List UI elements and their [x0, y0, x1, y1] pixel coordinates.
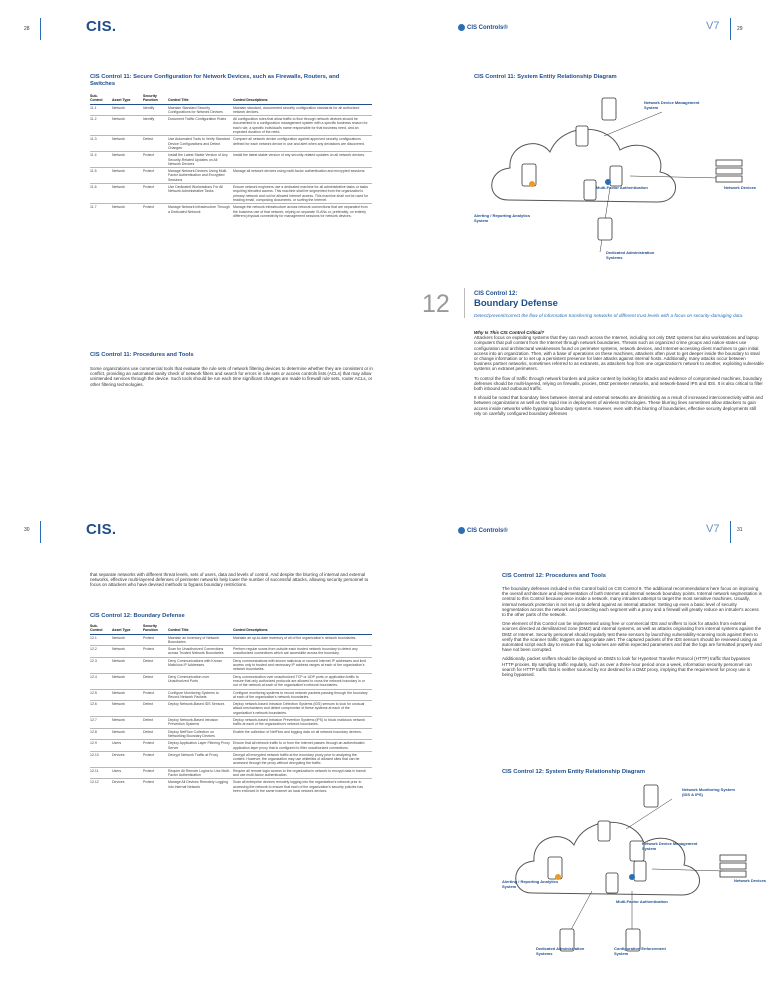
cis-controls-brand: CIS Controls ® [458, 24, 508, 31]
cell-sub-control: 11.5 [90, 168, 112, 184]
cell-security-function: Identify [143, 104, 168, 116]
cell-asset-type: Network [112, 689, 143, 701]
page-divider [730, 521, 731, 543]
paragraph: To control the flow of traffic through network borders and police content by looking for attacks and evidence of compromised machines, boundary defenses should be multi-layered, relying on firewalls, proxies, DMZ perimeter networks, and network-based IPS and IDS. It is also critical to filter both inbound and outbound traffic. [474, 375, 763, 392]
cell-sub-control: 12.9 [90, 740, 112, 752]
col-sub: Sub-Control [90, 94, 112, 104]
cell-asset-type: Network [112, 673, 143, 689]
cell-control-title: Scan for Unauthorized Connections across Trusted Network Boundaries [168, 646, 233, 658]
cell-sub-control: 12.10 [90, 751, 112, 767]
control-11-table [90, 94, 372, 219]
label-network-monitoring: Network Monitoring System (IDS & IPS) [682, 787, 735, 797]
cell-sub-control: 11.1 [90, 104, 112, 116]
cell-control-title: Deploy NetFlow Collection on Networking Boundary Devices [168, 728, 233, 740]
cell-control-description: Perform regular scans from outside each trusted network boundary to detect any unauthorized connections which are accessible across the boundary. [233, 646, 372, 658]
cell-control-title: Document Traffic Configuration Rules [168, 116, 233, 136]
col-desc: Control Descriptions [233, 624, 372, 634]
cell-asset-type: Devices [112, 779, 143, 794]
table-row [90, 657, 372, 673]
cell-control-description: Maintain standard, documented security configuration standards for all authorized network devices. [233, 104, 372, 116]
cell-control-description: All configuration rules that allow traffic to flow through network devices should be documented in a configuration management system with a specific business reason for each rule, a specific individual's name responsible for that business need, and an expected duration of the need. [233, 116, 372, 136]
cell-control-title: Maintain an Inventory of Network Boundaries [168, 634, 233, 646]
label-network-devices: Network Devices [734, 878, 767, 883]
procedures-text: Some organizations use commercial tools that evaluate the rule sets of network filtering devices to determine whether they are consistent or in conflict, providing an automated sanity check of network filters and search for errors in rule sets or access controls lists (ACLs) that may allow unintended services through the device. Such tools should be run each time significant changes are made to firewall rule sets, router ACLs, or other filtering technologies. [90, 366, 373, 387]
label-alerting: Alerting / Reporting Analytics System [474, 213, 531, 223]
page-divider [40, 18, 41, 40]
cell-control-title: Maintain Standard Security Configurations for Network Devices [168, 104, 233, 116]
cell-control-title: Deploy Application Layer Filtering Proxy Server [168, 740, 233, 752]
continued-text: that separate networks with different threat levels, sets of users, data and levels of control. And despite the blurring of internal and external networks, effective multi-layered defenses of perimeter networks help lower the number of successful attacks, allowing security personnel to focus on attackers who have devised methods to bypass boundary restrictions. [90, 572, 369, 588]
cell-control-title: Install the Latest Stable Version of Any Security-Related Updates on All Network Devices [168, 152, 233, 168]
cis-controls-brand: CIS Controls ® [458, 527, 508, 534]
page-number: 30 [24, 527, 30, 533]
chapter-title: Boundary Defense [474, 298, 558, 309]
cell-security-function: Protect [143, 184, 168, 204]
cell-control-title: Deploy Network-Based Intrusion Prevention Systems [168, 717, 233, 729]
cell-control-title: Configure Monitoring Systems to Record Network Packets [168, 689, 233, 701]
chapter-number: 12 [422, 290, 450, 318]
cis-controls-icon [458, 527, 465, 534]
cis-logo: CIS. [86, 18, 117, 35]
table-row [90, 168, 372, 184]
cell-asset-type: Network [112, 646, 143, 658]
cell-security-function: Protect [143, 168, 168, 184]
page-number: 28 [24, 26, 30, 32]
entity-relationship-diagram [480, 88, 760, 268]
cell-control-title: Deny Communications with Known Malicious IP Addresses [168, 657, 233, 673]
cell-control-title: Manage Network Infrastructure Through a Dedicated Network [168, 204, 233, 219]
cell-control-description: Deny communications with known malicious or unused Internet IP addresses and limit access only to trusted and necessary IP address ranges at each of the organization's network boundaries. [233, 657, 372, 673]
label-network-devices: Network Devices [724, 185, 757, 190]
col-desc: Control Descriptions [233, 94, 372, 104]
cell-asset-type: Network [112, 116, 143, 136]
label-mfa: Multi-Factor Authentication [596, 185, 648, 190]
server-icon [598, 218, 612, 240]
page-number: 31 [737, 527, 743, 533]
table-row [90, 717, 372, 729]
cell-security-function: Protect [143, 646, 168, 658]
table-row [90, 184, 372, 204]
cell-sub-control: 12.11 [90, 767, 112, 779]
version-label: V7 [706, 523, 720, 535]
control-12-table [90, 624, 372, 794]
label-ndms: Network Device Management System [642, 841, 698, 851]
paragraph: One element of this Control can be implemented using free or commercial IDS and sniffers to look for attacks from external sources directed at demilitarized zone (DMZ) and internal systems, as well as attacks originating from internal systems against the DMZ or Internet. Security personnel should regularly test these sensors by launching vulnerability-scanning tools against them to verify that the scanner traffic triggers an appropriate alert. The captured packets of the IDS sensors should be reviewed using an automated script each day to ensure that log volumes are within expected parameters and that the logs are formatted properly and have not been corrupted. [502, 621, 762, 653]
cell-asset-type: Network [112, 701, 143, 717]
cell-sub-control: 12.4 [90, 673, 112, 689]
cell-control-description: Deploy network-based Intrusion Prevention Systems (IPS) to block malicious network traffic at each of the organization's network boundaries. [233, 717, 372, 729]
cell-security-function: Protect [143, 751, 168, 767]
cell-sub-control: 12.2 [90, 646, 112, 658]
cell-control-title: Require All Remote Logins to Use Multi-Factor Authentication [168, 767, 233, 779]
table-row [90, 136, 372, 152]
paragraph: Additionally, packet sniffers should be deployed on DMZs to look for Hypertext Transfer Protocol (HTTP) traffic that bypasses HTTP proxies. By sampling traffic regularly, such as over a three-hour period once a week, information security personnel can search for HTTP traffic that is neither sourced by nor destined for a DMZ proxy, implying that the requirement for proxy use is being bypassed. [502, 656, 752, 678]
cell-sub-control: 11.4 [90, 152, 112, 168]
table-row [90, 634, 372, 646]
col-func: Security Function [143, 94, 168, 104]
cell-security-function: Detect [143, 136, 168, 152]
badge-icon [529, 181, 535, 187]
col-asset: Asset Type [112, 94, 143, 104]
table-header-row [90, 94, 372, 104]
server-icon [610, 166, 622, 186]
network-switch-icon [716, 160, 742, 166]
cell-control-title: Decrypt Network Traffic at Proxy [168, 751, 233, 767]
cell-control-description: Install the latest stable version of any security-related updates on all network devices. [233, 152, 372, 168]
cell-asset-type: Network [112, 136, 143, 152]
cell-security-function: Protect [143, 767, 168, 779]
cell-sub-control: 12.7 [90, 717, 112, 729]
cell-sub-control: 12.6 [90, 701, 112, 717]
cell-control-description: Manage the network infrastructure across network connections that are separated from the business use of that network, relying on separate VLANs or, preferably, on entirely different physical connectivity for management sessions for network devices. [233, 204, 372, 219]
cell-security-function: Protect [143, 204, 168, 219]
diagram-title: CIS Control 11: System Entity Relationship Diagram [474, 74, 617, 80]
network-switch-icon [720, 863, 746, 869]
cell-control-description: Deny communication over unauthorized TCP or UDP ports or application traffic to ensure that only authorized protocols are allowed to cross the network boundary in or out of the network at each of the organization's network boundaries. [233, 673, 372, 689]
cell-security-function: Protect [143, 634, 168, 646]
cell-control-title: Manage Network Devices Using Multi-Factor Authentication and Encrypted Sessions [168, 168, 233, 184]
network-switch-icon [720, 871, 746, 877]
why-title: Why Is This CIS Control Critical? [474, 330, 545, 335]
cell-security-function: Detect [143, 701, 168, 717]
table-row [90, 673, 372, 689]
badge-icon [629, 874, 635, 880]
procedures-title: CIS Control 11: Procedures and Tools [90, 352, 194, 358]
label-alerting: Alerting / Reporting Analytics System [502, 879, 559, 889]
col-title: Control Title [168, 624, 233, 634]
server-icon [644, 785, 658, 807]
cell-security-function: Identify [143, 116, 168, 136]
table-row [90, 779, 372, 794]
table-row [90, 701, 372, 717]
cell-control-title: Deploy Network-Based IDS Sensors [168, 701, 233, 717]
page-30 [0, 497, 384, 994]
col-title: Control Title [168, 94, 233, 104]
paragraph: The boundary defenses included in this Control build on CIS Control 9. The additional recommendations here focus on improving the overall architecture and implementation of both Internet and internal network boundary points. Internal network segmentation is central to this Control because once inside a network, many intruders attempt to target the most sensitive machines. Usually, internal network protection is not set up to defend against an internal attacker. Setting up even a basic level of security segmentation across the network and protecting each segment with a proxy and a firewall will greatly reduce an intruder's access to the other parts of the network. [502, 586, 762, 618]
cell-sub-control: 11.7 [90, 204, 112, 219]
cell-control-description: Require all remote login access to the organization's network to encrypt data in transit and use multi-factor authentication. [233, 767, 372, 779]
chapter-subtitle: CIS Control 12: [474, 291, 518, 297]
cell-security-function: Detect [143, 728, 168, 740]
chapter-description: Detect/prevent/correct the flow of information transferring networks of different trust levels with a focus on security-damaging data. [474, 313, 744, 318]
label-mfa: Multi-Factor Authentication [616, 899, 668, 904]
page-divider [40, 521, 41, 543]
label-ndms: Network Device Management System [644, 100, 700, 110]
why-critical-section [474, 330, 764, 420]
cell-security-function: Protect [143, 740, 168, 752]
cis-logo: CIS. [86, 521, 117, 538]
diagram-title: CIS Control 12: System Entity Relationship Diagram [502, 769, 646, 775]
cell-control-description: Manage all network devices using multi-factor authentication and encrypted sessions. [233, 168, 372, 184]
table-row [90, 204, 372, 219]
table-row [90, 104, 372, 116]
cell-control-description: Enable the collection of NetFlow and logging data on all network boundary devices. [233, 728, 372, 740]
table-row [90, 689, 372, 701]
table-header-row [90, 624, 372, 634]
server-icon [584, 180, 596, 200]
cell-sub-control: 12.12 [90, 779, 112, 794]
cell-asset-type: Network [112, 634, 143, 646]
page-28 [0, 0, 384, 497]
cell-control-title: Manage All Devices Remotely Logging into Internal Network [168, 779, 233, 794]
cell-control-description: Configure monitoring systems to record network packets passing through the boundary at each of the organization's network boundaries. [233, 689, 372, 701]
server-icon [606, 873, 618, 893]
procedures-section [502, 586, 762, 681]
table-row [90, 740, 372, 752]
cell-control-title: Use Automated Tools to Verify Standard Device Configurations and Detect Changes [168, 136, 233, 152]
table-row [90, 152, 372, 168]
page-29 [384, 0, 768, 497]
cell-control-description: Deploy network-based Intrusion Detection Systems (IDS) sensors to look for unusual attack mechanisms and detect compromise of these systems at each of the organization's network boundaries. [233, 701, 372, 717]
cell-control-title: Deny Communication over Unauthorized Ports [168, 673, 233, 689]
page-31 [384, 497, 768, 994]
cell-asset-type: Network [112, 168, 143, 184]
cell-security-function: Protect [143, 152, 168, 168]
col-func: Security Function [143, 624, 168, 634]
cell-asset-type: Users [112, 740, 143, 752]
procedures-title: CIS Control 12: Procedures and Tools [502, 573, 606, 579]
cell-asset-type: Devices [112, 751, 143, 767]
cell-asset-type: Network [112, 184, 143, 204]
table-row [90, 751, 372, 767]
label-dedicated: Dedicated Administration Systems [606, 250, 655, 260]
network-switch-icon [720, 855, 746, 861]
cell-asset-type: Network [112, 728, 143, 740]
cell-control-description: Maintain an up-to-date inventory of all of the organization's network boundaries. [233, 634, 372, 646]
table-title: CIS Control 11: Secure Configuration for Network Devices, such as Firewalls, Routers, and Switches [90, 74, 340, 87]
cell-security-function: Detect [143, 673, 168, 689]
cell-sub-control: 12.5 [90, 689, 112, 701]
cell-security-function: Detect [143, 717, 168, 729]
cell-asset-type: Network [112, 204, 143, 219]
cell-control-description: Ensure network engineers use a dedicated machine for all administrative tasks or tasks requiring elevated access. This machine shall be segmented from the organization's primary network and not be allowed Internet access. This machine shall not be used for reading email, composing documents, or surfing the Internet. [233, 184, 372, 204]
col-asset: Asset Type [112, 624, 143, 634]
cell-security-function: Detect [143, 657, 168, 673]
cell-sub-control: 11.2 [90, 116, 112, 136]
version-label: V7 [706, 20, 720, 32]
label-configuration-enforcement: Configuration Enforcement System [614, 946, 666, 956]
cell-control-description: Decrypt all encrypted network traffic at the boundary proxy prior to analyzing the content. However, the organization may use whitelists of allowed sites that can be accessed through the proxy without decrypting the traffic. [233, 751, 372, 767]
network-switch-icon [716, 176, 742, 182]
cell-asset-type: Network [112, 104, 143, 116]
chapter-divider [464, 288, 465, 318]
cis-controls-icon [458, 24, 465, 31]
paragraph: Attackers focus on exploiting systems that they can reach across the Internet, including not only DMZ systems but also workstations and laptop computers that pull content from the Internet through network boundaries. Threats such as organized crime groups and nation-states use configuration and architectural weaknesses found on perimeter systems, network devices, and Internet-accessing client machines to gain initial access into an organization. Then, with a base of operations on these machines, attackers often pivot to get deeper inside the boundary to steal or change information or to set up a persistent presence for later attacks against internal hosts. Additionally, many attacks occur between business partner networks, sometimes referred to as extranets, as attackers hop from one organization's network to another, exploiting vulnerable systems on extranet perimeters. [474, 335, 764, 372]
cell-sub-control: 11.6 [90, 184, 112, 204]
label-dedicated: Dedicated Administration Systems [536, 946, 585, 956]
cell-control-description: Scan all enterprise devices remotely logging into the organization's network prior to accessing the network to ensure that each of the organization's security policies has been enforced in the same manner as local network devices. [233, 779, 372, 794]
network-switch-icon [716, 168, 742, 174]
cell-asset-type: Network [112, 657, 143, 673]
cell-security-function: Protect [143, 689, 168, 701]
cell-sub-control: 12.1 [90, 634, 112, 646]
col-sub: Sub-Control [90, 624, 112, 634]
table-row [90, 728, 372, 740]
cell-control-description: Compare all network device configuration against approved security configurations defined for each network device in use and alert when any deviations are discovered. [233, 136, 372, 152]
cell-asset-type: Users [112, 767, 143, 779]
cell-asset-type: Network [112, 717, 143, 729]
cell-control-description: Ensure that all network traffic to or from the Internet passes through an authenticated application layer proxy that is configured to filter unauthorized connections. [233, 740, 372, 752]
server-icon [634, 861, 646, 881]
table-row [90, 646, 372, 658]
paragraph: It should be noted that boundary lines between internal and external networks are diminishing as a result of increased interconnectivity within and between organizations as well as the rapid rise in deployment of wireless technologies. These blurring lines sometimes allow attackers to gain access inside networks while bypassing boundary systems. However, even with this blurring of boundaries, effective security deployments still rely on carefully configured boundary defenses [474, 395, 763, 416]
cell-asset-type: Network [112, 152, 143, 168]
table-row [90, 767, 372, 779]
table-row [90, 116, 372, 136]
cell-security-function: Protect [143, 779, 168, 794]
table-title: CIS Control 12: Boundary Defense [90, 613, 185, 619]
cell-sub-control: 12.3 [90, 657, 112, 673]
server-icon [602, 98, 616, 120]
server-icon [598, 821, 610, 841]
cell-sub-control: 12.8 [90, 728, 112, 740]
page-number: 29 [737, 26, 743, 32]
server-icon [576, 126, 588, 146]
cell-control-title: Use Dedicated Workstations For All Network Administrative Tasks [168, 184, 233, 204]
page-divider [730, 18, 731, 40]
cell-sub-control: 11.3 [90, 136, 112, 152]
